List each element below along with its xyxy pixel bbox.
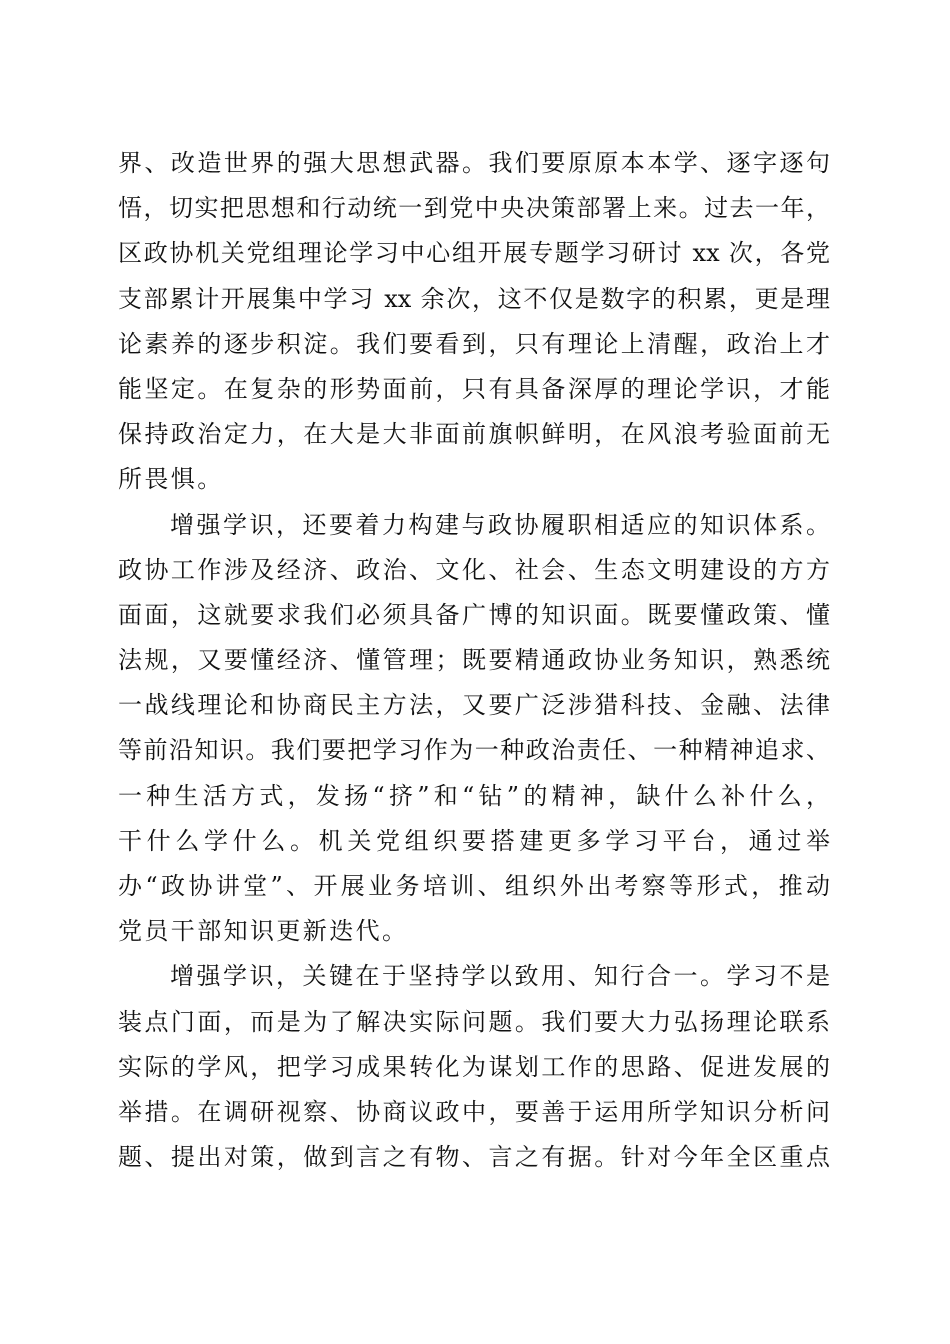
paragraph-first-line: 增强学识，还要着力构建与政协履职相适应的知识体系。 <box>170 510 830 539</box>
text-line: 办“政协讲堂”、开展业务培训、组织外出考察等形式，推动 <box>118 872 830 900</box>
text-line: 装点门面，而是为了解决实际问题。我们要大力弘扬理论联系 <box>118 1007 830 1036</box>
text-line: 举措。在调研视察、协商议政中，要善于运用所学知识分析问 <box>118 1097 830 1126</box>
text-line: 一战线理论和协商民主方法，又要广泛涉猎科技、金融、法律 <box>118 691 830 720</box>
text-line: 能坚定。在复杂的形势面前，只有具备深厚的理论学识，才能 <box>118 374 830 403</box>
text-line: 面面，这就要求我们必须具备广博的知识面。既要懂政策、懂 <box>118 600 830 629</box>
text-line: 实际的学风，把学习成果转化为谋划工作的思路、促进发展的 <box>118 1052 830 1081</box>
text-line: 区政协机关党组理论学习中心组开展专题学习研讨 xx 次，各党 <box>118 239 830 268</box>
text-line: 题、提出对策，做到言之有物、言之有据。针对今年全区重点 <box>118 1143 830 1172</box>
text-line: 等前沿知识。我们要把学习作为一种政治责任、一种精神追求、 <box>118 736 830 765</box>
body-text <box>118 141 830 1180</box>
text-line: 保持政治定力，在大是大非面前旗帜鲜明，在风浪考验面前无 <box>118 420 830 449</box>
text-line: 所畏惧。 <box>118 465 224 494</box>
text-line: 界、改造世界的强大思想武器。我们要原原本本学、逐字逐句 <box>118 149 830 177</box>
text-line: 支部累计开展集中学习 xx 余次，这不仅是数字的积累，更是理 <box>118 284 830 313</box>
text-line: 一种生活方式，发扬“挤”和“钻”的精神，缺什么补什么， <box>118 781 830 810</box>
text-line: 党员干部知识更新迭代。 <box>118 917 409 946</box>
text-line: 政协工作涉及经济、政治、文化、社会、生态文明建设的方方 <box>118 555 830 584</box>
text-line: 法规，又要懂经济、懂管理；既要精通政协业务知识，熟悉统 <box>118 646 830 675</box>
text-line: 干什么学什么。机关党组织要搭建更多学习平台，通过举 <box>118 826 830 855</box>
paragraph-first-line: 增强学识，关键在于坚持学以致用、知行合一。学习不是 <box>170 962 830 991</box>
text-line: 悟，切实把思想和行动统一到党中央决策部署上来。过去一年， <box>118 194 830 223</box>
text-line: 论素养的逐步积淀。我们要看到，只有理论上清醒，政治上才 <box>118 329 830 358</box>
